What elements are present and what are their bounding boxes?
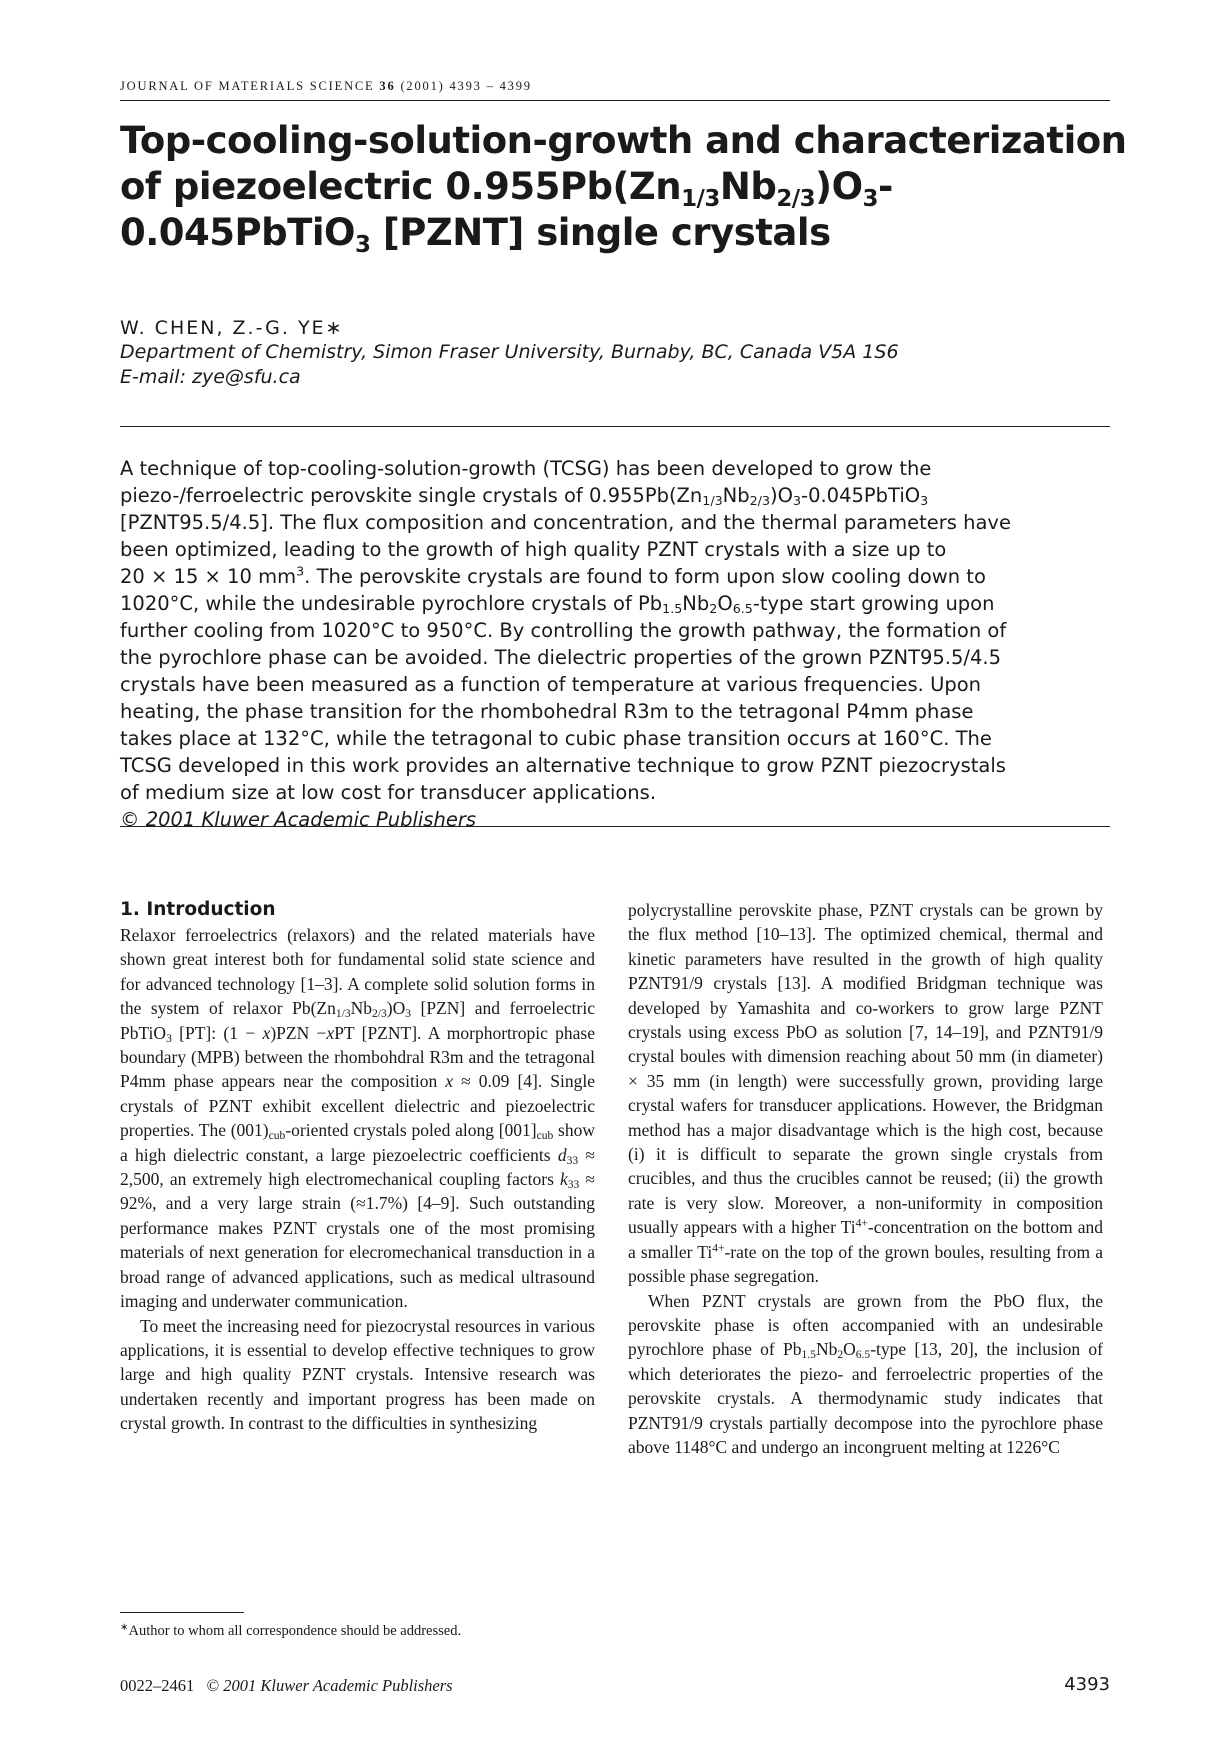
abstract-top-rule: [120, 426, 1110, 427]
section-heading-introduction: 1. Introduction: [120, 899, 276, 920]
affiliation: [120, 340, 1120, 390]
abstract-line: of medium size at low cost for transducer applications.: [120, 781, 657, 804]
affiliation-email[interactable]: E-mail: zye@sfu.ca: [120, 366, 301, 388]
abstract-line: crystals have been measured as a function of temperature at various frequencies. Upon: [120, 673, 982, 696]
author-list: W. CHEN, Z.-G. YE∗: [120, 317, 344, 339]
page-footer-publisher: [120, 1676, 453, 1696]
article-title: [120, 118, 1127, 258]
body-paragraph: Relaxor ferroelectrics (relaxors) and the related materials have shown great interest both for fundamental solid state science and for advanced technology [1–3]. A complete solid solution forms in the system of relaxor $Pb(Zn_{1/3}Nb_{2/3})O_3$ [PZN] and ferroelectric PbTiO$_3$ [PT]: (1 − x)PZN −xPT [PZNT]. A morphortropic phase boundary (MPB) between the rhombohdral R3m and the tetragonal P4mm phase appears near the composition x ≈ 0.09 [4]. Single crystals of PZNT exhibit excellent dielectric and piezoelectric properties. The $(001)_{cub}$-oriented crystals poled along $[001]_{cub}$ show a high dielectric constant, a large piezoelectric coefficients $d_{33} \approx 2,500$, an extremely high electromechanical coupling factors $k_{33} \approx 92\%$, and a very large strain (≈1.7%) [4–9]. Such outstanding performance makes PZNT crystals one of the most promising materials of next generation for elecromechanical transduction in a broad range of advanced applications, such as medical ultrasound imaging and underwater communication.: [120, 925, 596, 1312]
journal-year-pages: (2001) 4393 – 4399: [400, 79, 532, 93]
body-column-left: [120, 898, 595, 1436]
journal-name: JOURNAL OF MATERIALS SCIENCE: [120, 79, 375, 93]
body-column-right: [628, 898, 1103, 1459]
title-line-3: 0.045PbTiO$_3$ [PZNT] single crystals: [120, 211, 831, 258]
abstract-line: been optimized, leading to the growth of high quality PZNT crystals with a size up to: [120, 538, 947, 561]
corresponding-author-mark: ∗: [325, 317, 344, 339]
abstract-bottom-rule: [120, 826, 1110, 827]
journal-volume: 36: [379, 79, 396, 93]
body-paragraph: To meet the increasing need for piezocrystal resources in various applications, it is essential to develop effective techniques to grow large and high quality PZNT crystals. Intensive research was undertaken recently and important progress has been made on crystal growth. In contrast to the difficulties in synthesizing: [120, 1315, 595, 1434]
affiliation-department: Department of Chemistry, Simon Fraser University, Burnaby, BC, Canada V5A 1S6: [120, 341, 899, 363]
issn: 0022–2461: [120, 1676, 195, 1695]
page-number: 4393: [1064, 1674, 1110, 1695]
abstract: [120, 455, 1110, 833]
copyright-symbol: ©: [206, 1676, 220, 1695]
abstract-line: takes place at 132°C, while the tetragonal to cubic phase transition occurs at 160°C. The: [120, 727, 992, 750]
title-line-1: Top-cooling-solution-growth and characterization: [120, 119, 1127, 162]
abstract-line: A technique of top-cooling-solution-growth (TCSG) has been developed to grow the: [120, 457, 932, 480]
abstract-line: 20 × 15 × 10 $mm^3$. The perovskite crystals are found to form upon slow cooling down to: [120, 563, 986, 588]
footnote-mark: ∗: [120, 1621, 129, 1633]
body-paragraph: When PZNT crystals are grown from the PbO flux, the perovskite phase is often accompanied with an undesirable pyrochlore phase of $Pb_{1.5}Nb_2O_{6.5}$-type [13, 20], the inclusion of which deteriorates the piezo- and ferroelectric properties of the perovskite crystals. A thermodynamic study indicates that PZNT91/9 crystals partially decompose into the pyrochlore phase above 1148°C and undergo an incongruent melting at 1226°C: [628, 1290, 1103, 1457]
abstract-line: [PZNT95.5/4.5]. The flux composition and concentration, and the thermal parameters have: [120, 511, 1011, 534]
abstract-line: heating, the phase transition for the rhombohedral R3m to the tetragonal P4mm phase: [120, 700, 974, 723]
abstract-line: piezo-/ferroelectric perovskite single crystals of $0.955Pb(Zn_{1/3}Nb_{2/3})O_3-0.045PbTiO_3$: [120, 484, 929, 509]
title-line-2: of piezoelectric $0.955Pb(Zn_{1/3}Nb_{2/3})O_3-$: [120, 165, 893, 212]
footer-publisher: 2001 Kluwer Academic Publishers: [223, 1676, 453, 1695]
running-header: [120, 78, 1110, 101]
footnote-rule: [120, 1612, 244, 1613]
abstract-copyright: © 2001 Kluwer Academic Publishers: [120, 808, 476, 831]
abstract-line: further cooling from 1020°C to 950°C. By controlling the growth pathway, the formation of: [120, 619, 1007, 642]
abstract-line: 1020°C, while the undesirable pyrochlore crystals of $Pb_{1.5}Nb_2O_{6.5}$-type start growing upon: [120, 592, 995, 617]
abstract-line: the pyrochlore phase can be avoided. The dielectric properties of the grown PZNT95.5/4.5: [120, 646, 1001, 669]
footnote: ∗Author to whom all correspondence should be addressed.: [120, 1621, 462, 1639]
abstract-line: TCSG developed in this work provides an alternative technique to grow PZNT piezocrystals: [120, 754, 1006, 777]
body-paragraph: polycrystalline perovskite phase, PZNT crystals can be grown by the flux method [10–13]. The optimized chemical, thermal and kinetic parameters have resulted in the growth of high quality PZNT91/9 crystals [13]. A modified Bridgman technique was developed by Yamashita and co-workers to grow large PZNT crystals using excess PbO as solution [7, 14–19], and PZNT91/9 crystal boules with dimension reaching about 50 mm (in diameter) × 35 mm (in length) were successfully grown, providing large crystal wafers for transducer applications. However, the Bridgman method has a major disadvantage which is the high cost, because (i) it is difficult to separate the grown single crystals from crucibles, and thus the crucibles cannot be reused; (ii) the growth rate is very slow. Moreover, a non-uniformity in composition usually appears with a higher $Ti^{4+}$-concentration on the bottom and a smaller $Ti^{4+}$-rate on the top of the grown boules, resulting from a possible phase segregation.: [628, 900, 1103, 1287]
